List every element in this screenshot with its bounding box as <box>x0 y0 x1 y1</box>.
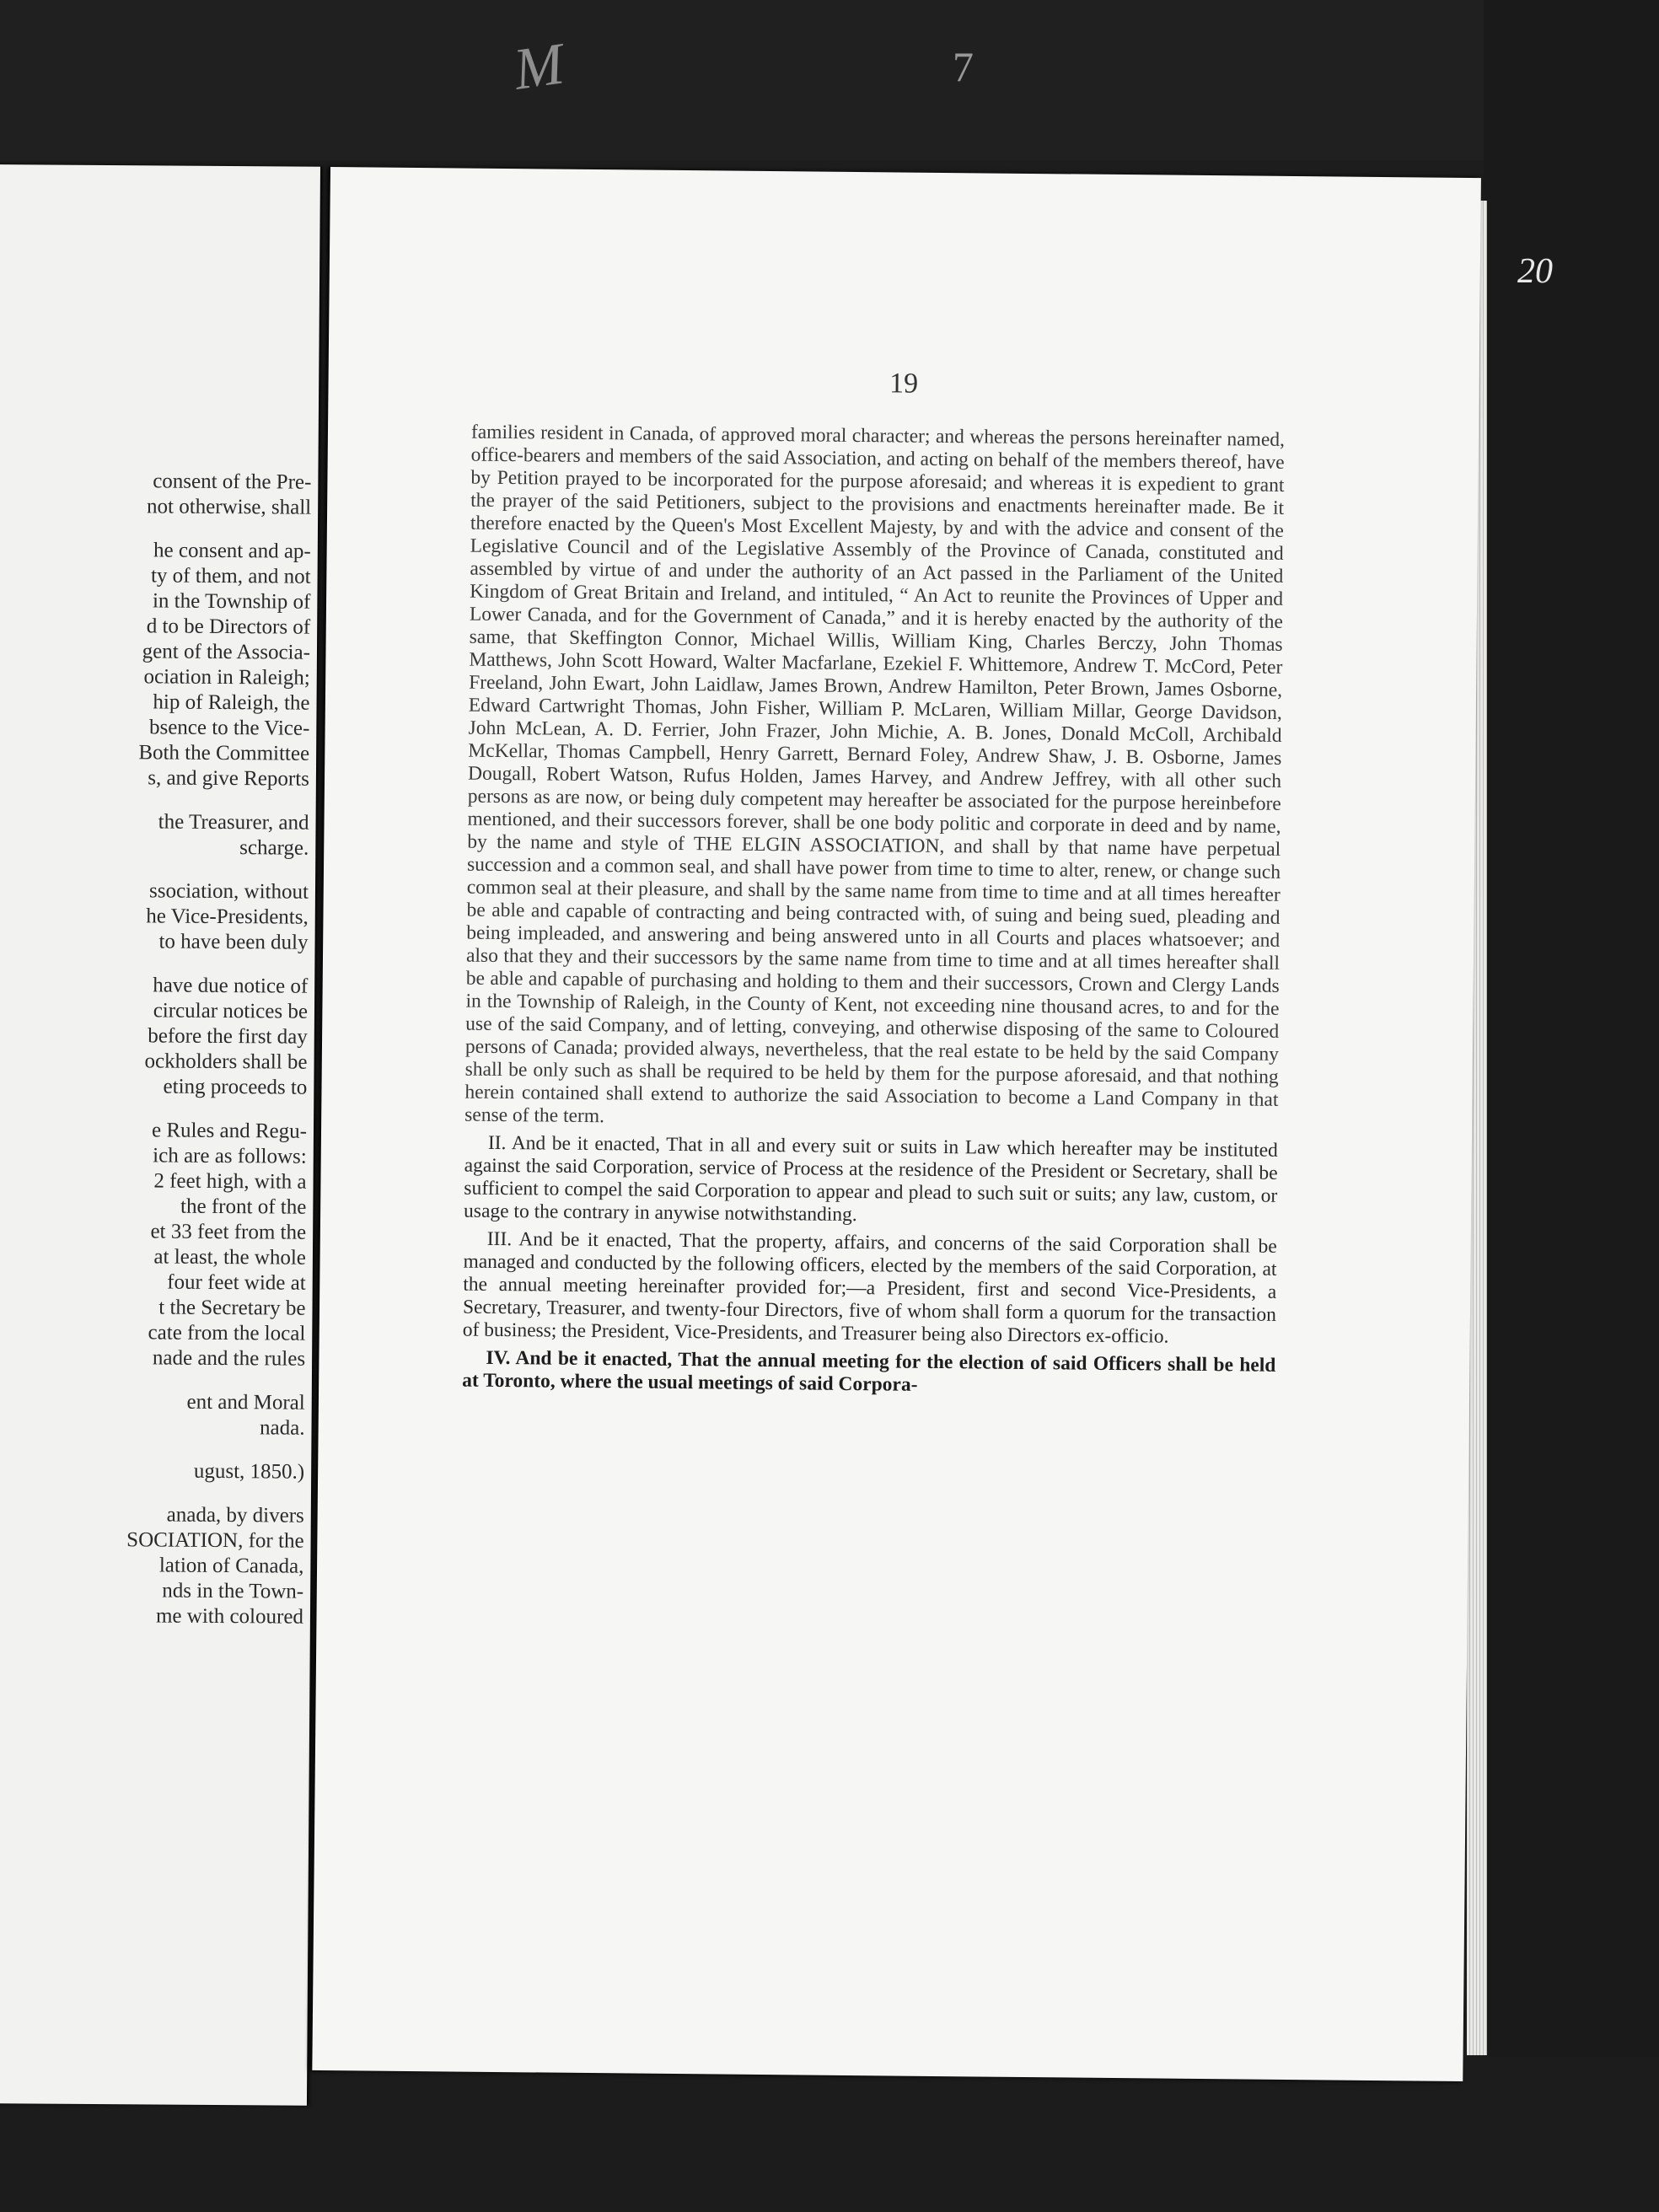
left-page-line: at least, the whole <box>153 1245 307 1270</box>
left-page-line: consent of the Pre- <box>153 470 312 494</box>
left-page-gap <box>6 790 309 811</box>
left-page-gap <box>3 1098 307 1119</box>
left-page-line: have due notice of <box>153 974 309 998</box>
left-page-line: me with coloured <box>155 1604 304 1629</box>
left-page-line: nds in the Town- <box>162 1579 304 1603</box>
left-page-line: t the Secretary be <box>158 1296 306 1320</box>
left-page-line: ent and Moral <box>186 1390 305 1415</box>
scan-background-right <box>1484 0 1659 2212</box>
left-page-line: hip of Raleigh, the <box>153 690 310 715</box>
left-page-line: d to be Directors of <box>146 615 311 639</box>
paragraph-preamble: families resident in Canada, of approved moral character; and whereas the persons hereinafter named, office-bearers and members of the said Association, and acting on behalf of the members thereof, have by Petition prayed to be incorporated for the purpose aforesaid; and whereas it is expedient to grant the prayer of the said Petitioners, subject to the provisions and enactments hereinafter made. Be it therefore enacted by the Queen's Most Excellent Majesty, by and with the advice and consent of the Legislative Council and of the Legislative Assembly of the Province of Canada, constituted and assembled by virtue of and under the authority of an Act passed in the Parliament of the United Kingdom of Great Britain and Ireland, and intituled, “ An Act to reunite the Provinces of Upper and Lower Canada, and for the Government of Canada,” and it is hereby enacted by the authority of the same, that Skeffington Connor, Michael Willis, William King, Charles Berczy, John Thomas Matthews, John Scott Howard, Walter Macfarlane, Ezekiel F. Whittemore, Andrew T. McCord, Peter Freeland, John Ewart, John Laidlaw, James Brown, Andrew Hamilton, Peter Brown, James Osborne, Edward Cartwright Thomas, John Fisher, William P. McLaren, William Millar, George Davidson, John McLean, A. D. Ferrier, John Frazer, John Michie, A. B. Jones, Donald McColl, Archibald McKellar, Thomas Campbell, Henry Garrett, Bernard Foley, Andrew Shaw, J. B. Osborne, James Dougall, Robert Watson, Rufus Holden, James Harvey, and Andrew Jeffrey, with all other such persons as are now, or being duly competent may hereafter be associated for the purpose hereinbefore mentioned, and their successors forever, shall be one body politic and corporate in deed and by name, by the name and style of THE ELGIN ASSOCIATION, and shall by that name have perpetual succession and a common seal, and shall have power from time to time to alter, renew, or change such common seal at their pleasure, and shall by the same name from time to time and at all times hereafter be able and capable of contracting and being contracted with, of suing and being sued, pleading and being impleaded, and answering and being answered unto in all Courts and places whatsoever; and also that they and their successors by the same name from time to time and at all times hereafter shall be able and capable of purchasing and holding to them and their successors, Crown and Clergy Lands in the Township of Raleigh, in the County of Kent, not exceeding nine thousand acres, to and for the use of the said Company, and of letting, conveying, and otherwise disposing of the same to Coloured persons of Canada; provided always, nevertheless, that the real estate to be held by the said Company shall be only such as shall be required to be held by them for the purpose aforesaid, and that nothing herein contained shall extend to authorize the said Association to become a Land Company in that sense of the term. <box>464 421 1286 1128</box>
left-page-line: e Rules and Regu- <box>151 1119 308 1143</box>
left-page-line: et 33 feet from the <box>150 1220 307 1244</box>
left-page-line: s, and give Reports <box>148 766 310 791</box>
paragraph-section-iii: III. And be it enacted, That the property, affairs, and concerns of the said Corporation shall be managed and conducted by the following officers, elected by the members of the said Corporation, at the annual meeting hereinafter provided for;—a President, first and second Vice-Presidents, a Secretary, Treasurer, and twenty-four Directors, five of whom shall form a quorum for the transaction of business; the President, Vice-Presidents, and Treasurer being also Directors ex-officio. <box>462 1227 1277 1348</box>
left-page-line: ich are as follows: <box>153 1144 307 1168</box>
left-page-gap <box>2 1370 305 1391</box>
margin-number-mark: 7 <box>953 43 974 90</box>
margin-scrawl-mark: M <box>509 31 568 103</box>
left-page-line: SOCIATION, for the <box>126 1528 304 1553</box>
left-page-gap <box>1 1483 304 1504</box>
left-page <box>0 164 320 2106</box>
left-page-line: four feet wide at <box>167 1270 306 1295</box>
left-page-line: nada. <box>259 1416 305 1440</box>
left-page-gap <box>1 1439 304 1460</box>
left-page-gap <box>4 953 308 974</box>
left-page-line: ty of them, and not <box>150 564 311 588</box>
left-page-line: Both the Committee <box>138 741 310 765</box>
left-page-line: nade and the rules <box>152 1346 306 1371</box>
left-page-line: to have been duly <box>158 930 309 954</box>
left-page-line: bsence to the Vice- <box>148 716 310 740</box>
left-page-line: scharge. <box>239 836 309 860</box>
left-page-line: ockholders shall be <box>144 1050 308 1074</box>
left-page-line: the front of the <box>180 1195 307 1219</box>
page-number: 19 <box>889 368 919 400</box>
margin-folio-mark: 20 <box>1517 252 1553 291</box>
left-page-line: 2 feet high, with a <box>153 1169 307 1194</box>
paragraph-section-ii: II. And be it enacted, That in all and every suit or suits in Law which hereafter may be instituted against the said Corporation, service of Process at the residence of the President or Secretary, shall be sufficient to compel the said Corporation to appear and plead to such suit or suits; any law, custom, or usage to the contrary in anywise notwithstanding. <box>463 1131 1278 1227</box>
left-page-line: gent of the Associa- <box>142 640 311 664</box>
left-page-line: he Vice-Presidents, <box>146 905 309 929</box>
left-page-line: he consent and ap- <box>153 539 311 563</box>
left-page-line: cate from the local <box>148 1321 306 1345</box>
right-page <box>312 167 1481 2081</box>
left-page-line: in the Township of <box>152 589 311 614</box>
left-page-line: circular notices be <box>153 999 309 1023</box>
left-page-line: before the first day <box>148 1024 308 1049</box>
left-page-gap <box>8 518 311 540</box>
left-page-line: ociation in Raleigh; <box>143 665 310 690</box>
left-page-line: not otherwise, shall <box>146 495 312 519</box>
left-page-line: the Treasurer, and <box>158 810 309 835</box>
scan-background-top <box>0 0 1659 160</box>
left-page-line: lation of Canada, <box>158 1554 304 1578</box>
left-page-text <box>0 468 311 1629</box>
page-body-text <box>462 421 1285 1405</box>
left-page-line: anada, by divers <box>166 1503 304 1527</box>
left-page-line: eting proceeds to <box>163 1075 308 1099</box>
paragraph-section-iv: IV. And be it enacted, That the annual meeting for the election of said Officers shall be held at Toronto, where the usual meetings of said Corpora- <box>462 1346 1276 1396</box>
left-page-gap <box>5 859 309 880</box>
left-page-line: ssociation, without <box>149 879 309 904</box>
left-page-line: ugust, 1850.) <box>193 1459 305 1484</box>
